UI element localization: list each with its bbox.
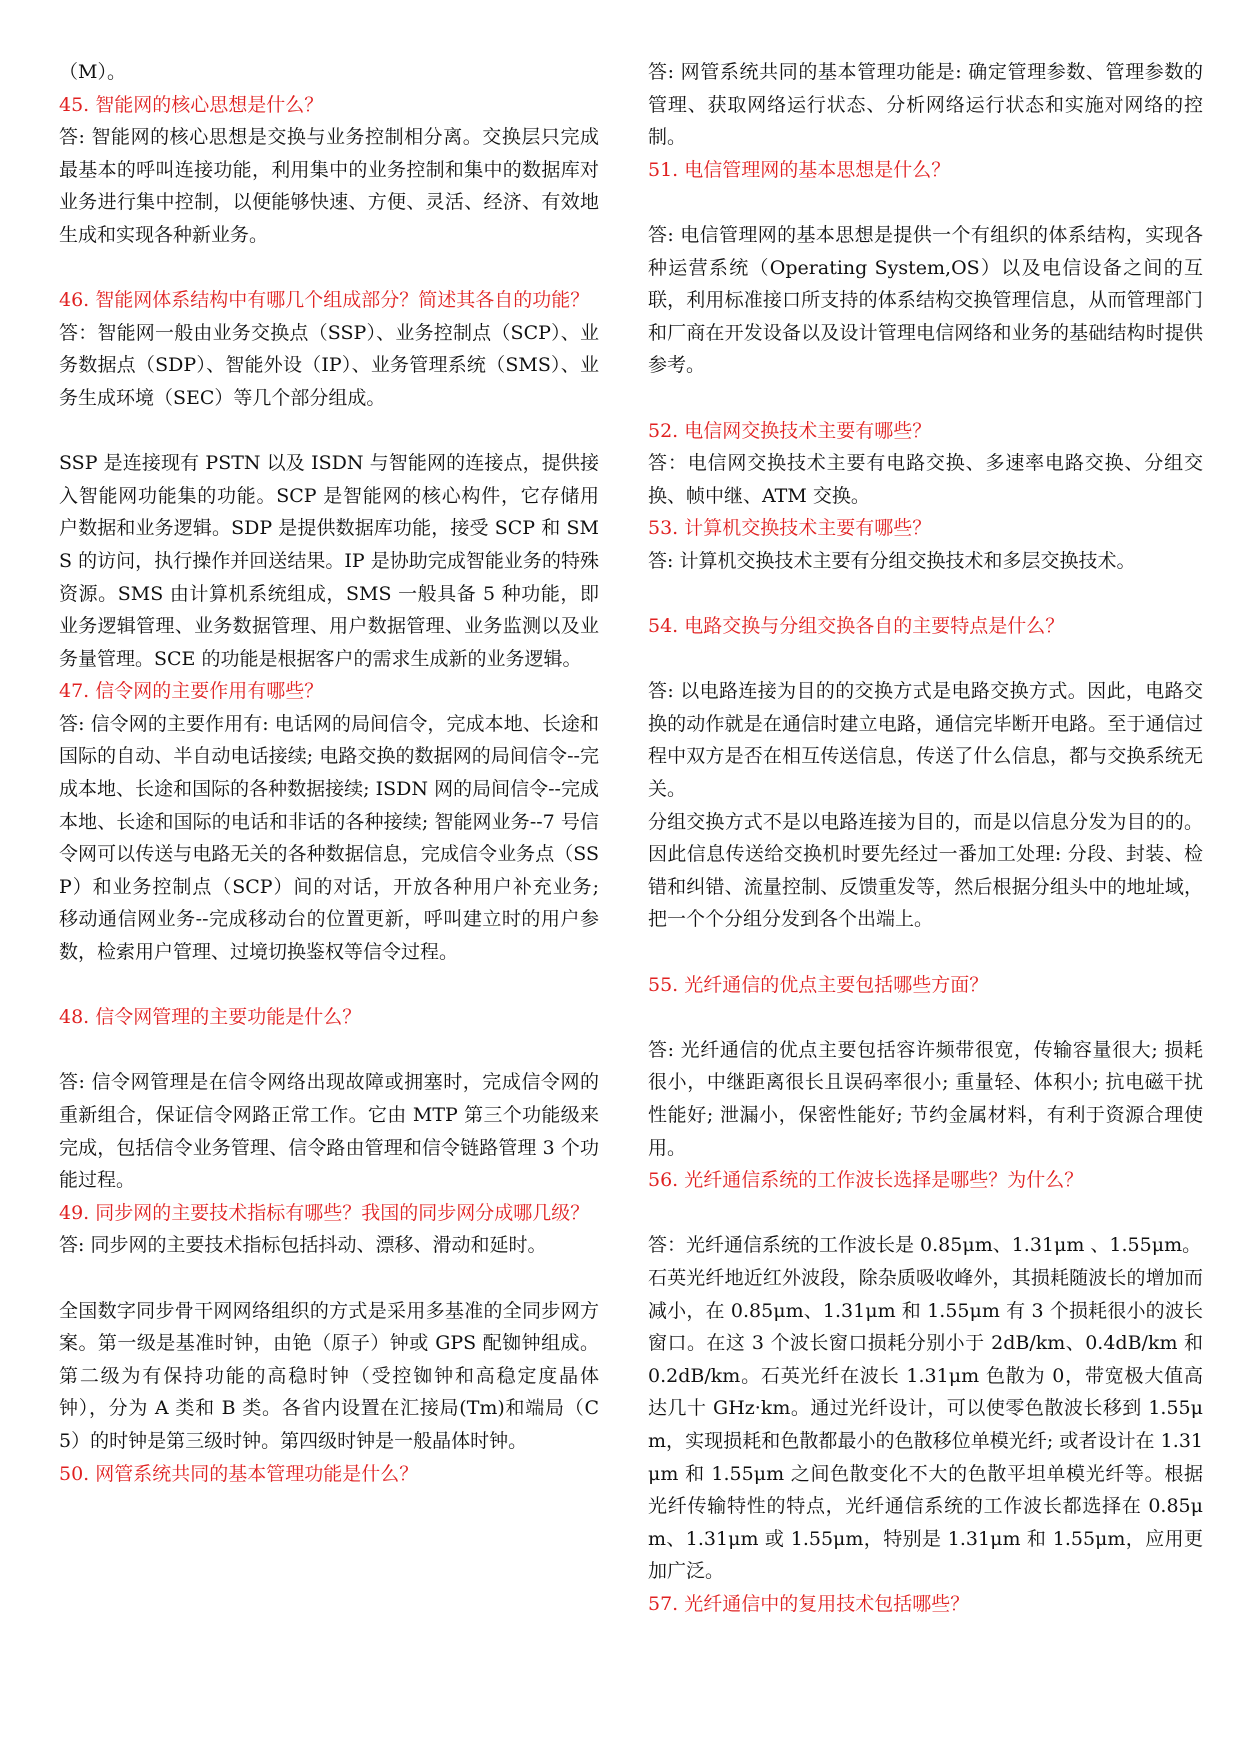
question-heading: 47. 信令网的主要作用有哪些？: [59, 680, 324, 703]
answer-paragraph: 答: 同步网的主要技术指标包括抖动、漂移、滑动和延时。: [59, 1234, 547, 1257]
question-heading: 46. 智能网体系结构中有哪几个组成部分？简述其各自的功能？: [59, 289, 590, 312]
answer-paragraph: 答: 网管系统共同的基本管理功能是: 确定管理参数、管理参数的管理、获取网络运行状态、分析网络运行状态和实施对网络的控制。: [648, 61, 1203, 149]
question-heading: 56. 光纤通信系统的工作波长选择是哪些？为什么？: [648, 1169, 1084, 1192]
blank-line: [59, 1262, 599, 1295]
blank-line: [648, 186, 1203, 219]
blank-line: [648, 578, 1203, 611]
answer-paragraph: 全国数字同步骨干网网络组织的方式是采用多基准的全同步网方案。第一级是基准时钟，由铯（原子）钟或 GPS 配铷钟组成。第二级为有保持功能的高稳时钟（受控铷钟和高稳定度晶体钟），分为 A 类和 B 类。各省内设置在汇接局(Tm)和端局（C5）的时钟是第三级时钟。第四级时钟是一般晶体时钟。: [59, 1299, 599, 1452]
answer-paragraph: 答：光纤通信系统的工作波长是 0.85μm、1.31μm 、1.55μm。: [648, 1234, 1202, 1257]
answer-paragraph: 分组交换方式不是以电路连接为目的，而是以信息分发为目的的。因此信息传送给交换机时要先经过一番加工处理: 分段、封装、检错和纠错、流量控制、反馈重发等，然后根据分组头中的地址域，把一个个分组分发到各个出端上。: [648, 810, 1203, 931]
question-heading: 50. 网管系统共同的基本管理功能是什么？: [59, 1462, 419, 1485]
question-heading: 49. 同步网的主要技术指标有哪些？我国的同步网分成哪几级？: [59, 1201, 590, 1224]
answer-paragraph: 答: 以电路连接为目的的交换方式是电路交换方式。因此，电路交换的动作就是在通信时建立电路，通信完毕断开电路。至于通信过程中双方是否在相互传送信息，传送了什么信息，都与交换系统无关。: [648, 680, 1203, 801]
blank-line: [59, 969, 599, 1002]
answer-paragraph: 石英光纤地近红外波段，除杂质吸收峰外，其损耗随波长的增加而减小，在 0.85μm、1.31μm 和 1.55μm 有 3 个损耗很小的波长窗口。在这 3 个波长窗口损耗分别小于 2dB/km、0.4dB/km 和 0.2dB/km。石英光纤在波长 1.31μm 色散为 0，带宽极大值高达几十 GHz·km。通过光纤设计，可以使零色散波长移到 1.55μm，实现损耗和色散都最小的色散移位单模光纤; 或者设计在 1.31μm 和 1.55μm 之间色散变化不大的色散平坦单模光纤等。根据光纤传输特性的特点，光纤通信系统的工作波长都选择在 0.85μm、1.31μm 或 1.55μm，特别是 1.31μm 和 1.55μm，应用更加广泛。: [648, 1266, 1203, 1583]
answer-paragraph: 答: 计算机交换技术主要有分组交换技术和多层交换技术。: [648, 549, 1136, 572]
question-heading: 53. 计算机交换技术主要有哪些？: [648, 517, 932, 540]
blank-line: [648, 382, 1203, 415]
answer-paragraph: 答：电信网交换技术主要有电路交换、多速率电路交换、分组交换、帧中继、ATM 交换。: [648, 452, 1203, 507]
question-heading: 51. 电信管理网的基本思想是什么？: [648, 158, 951, 181]
blank-line: [59, 252, 599, 285]
question-heading: 48. 信令网管理的主要功能是什么？: [59, 1006, 362, 1029]
answer-paragraph: 答: 信令网管理是在信令网络出现故障或拥塞时，完成信令网的重新组合，保证信令网路正常工作。它由 MTP 第三个功能级来完成，包括信令业务管理、信令路由管理和信令链路管理 3 个功能过程。: [59, 1071, 599, 1192]
blank-line: [648, 1001, 1203, 1034]
blank-line: [59, 415, 599, 448]
answer-paragraph: 答：智能网一般由业务交换点（SSP）、业务控制点（SCP）、业务数据点（SDP）、智能外设（IP）、业务管理系统（SMS）、业务生成环境（SEC）等几个部分组成。: [59, 321, 599, 409]
blank-line: [648, 1197, 1203, 1230]
answer-paragraph: 答: 信令网的主要作用有: 电话网的局间信令，完成本地、长途和国际的自动、半自动电话接续; 电路交换的数据网的局间信令--完成本地、长途和国际的各种数据接续; ISDN 网的局间信令--完成本地、长途和国际的电话和非话的各种接续; 智能网业务--7 号信令网可以传送与电路无关的各种数据信息，完成信令业务点（SSP）和业务控制点（SCP）间的对话，开放各种用户补充业务; 移动通信网业务--完成移动台的位置更新，呼叫建立时的用户参数，检索用户管理、过境切换鉴权等信令过程。: [59, 712, 599, 964]
question-heading: 45. 智能网的核心思想是什么？: [59, 93, 324, 116]
answer-paragraph: 答: 光纤通信的优点主要包括容许频带很宽，传输容量很大; 损耗很小，中继距离很长且误码率很小; 重量轻、体积小; 抗电磁干扰性能好; 泄漏小，保密性能好; 节约金属材料，有利于资源合理使用。: [648, 1038, 1203, 1159]
answer-paragraph: 答: 智能网的核心思想是交换与业务控制相分离。交换层只完成最基本的呼叫连接功能，利用集中的业务控制和集中的数据库对业务进行集中控制，以便能够快速、方便、灵活、经济、有效地生成和实现各种新业务。: [59, 126, 599, 246]
blank-line: [59, 1034, 599, 1067]
question-heading: 52. 电信网交换技术主要有哪些？: [648, 419, 932, 442]
left-column: [59, 56, 599, 1490]
blank-line: [648, 936, 1203, 969]
right-column: [648, 56, 1203, 1621]
answer-paragraph: SSP 是连接现有 PSTN 以及 ISDN 与智能网的连接点，提供接入智能网功能集的功能。SCP 是智能网的核心构件，它存储用户数据和业务逻辑。SDP 是提供数据库功能，接受 SCP 和 SMS 的访问，执行操作并回送结果。IP 是协助完成智能业务的特殊资源。SMS 由计算机系统组成，SMS 一般具备 5 种功能，即业务逻辑管理、业务数据管理、用户数据管理、业务监测以及业务量管理。SCE 的功能是根据客户的需求生成新的业务逻辑。: [59, 452, 599, 670]
question-heading: 54. 电路交换与分组交换各自的主要特点是什么？: [648, 615, 1065, 638]
question-heading: 57. 光纤通信中的复用技术包括哪些？: [648, 1592, 970, 1615]
question-heading: 55. 光纤通信的优点主要包括哪些方面？: [648, 973, 989, 996]
answer-paragraph: 答: 电信管理网的基本思想是提供一个有组织的体系结构，实现各种运营系统（Operating System,OS）以及电信设备之间的互联，利用标准接口所支持的体系结构交换管理信息，从而管理部门和厂商在开发设备以及设计管理电信网络和业务的基础结构时提供参考。: [648, 223, 1203, 377]
blank-line: [648, 643, 1203, 676]
answer-paragraph: （M）。: [59, 61, 126, 83]
